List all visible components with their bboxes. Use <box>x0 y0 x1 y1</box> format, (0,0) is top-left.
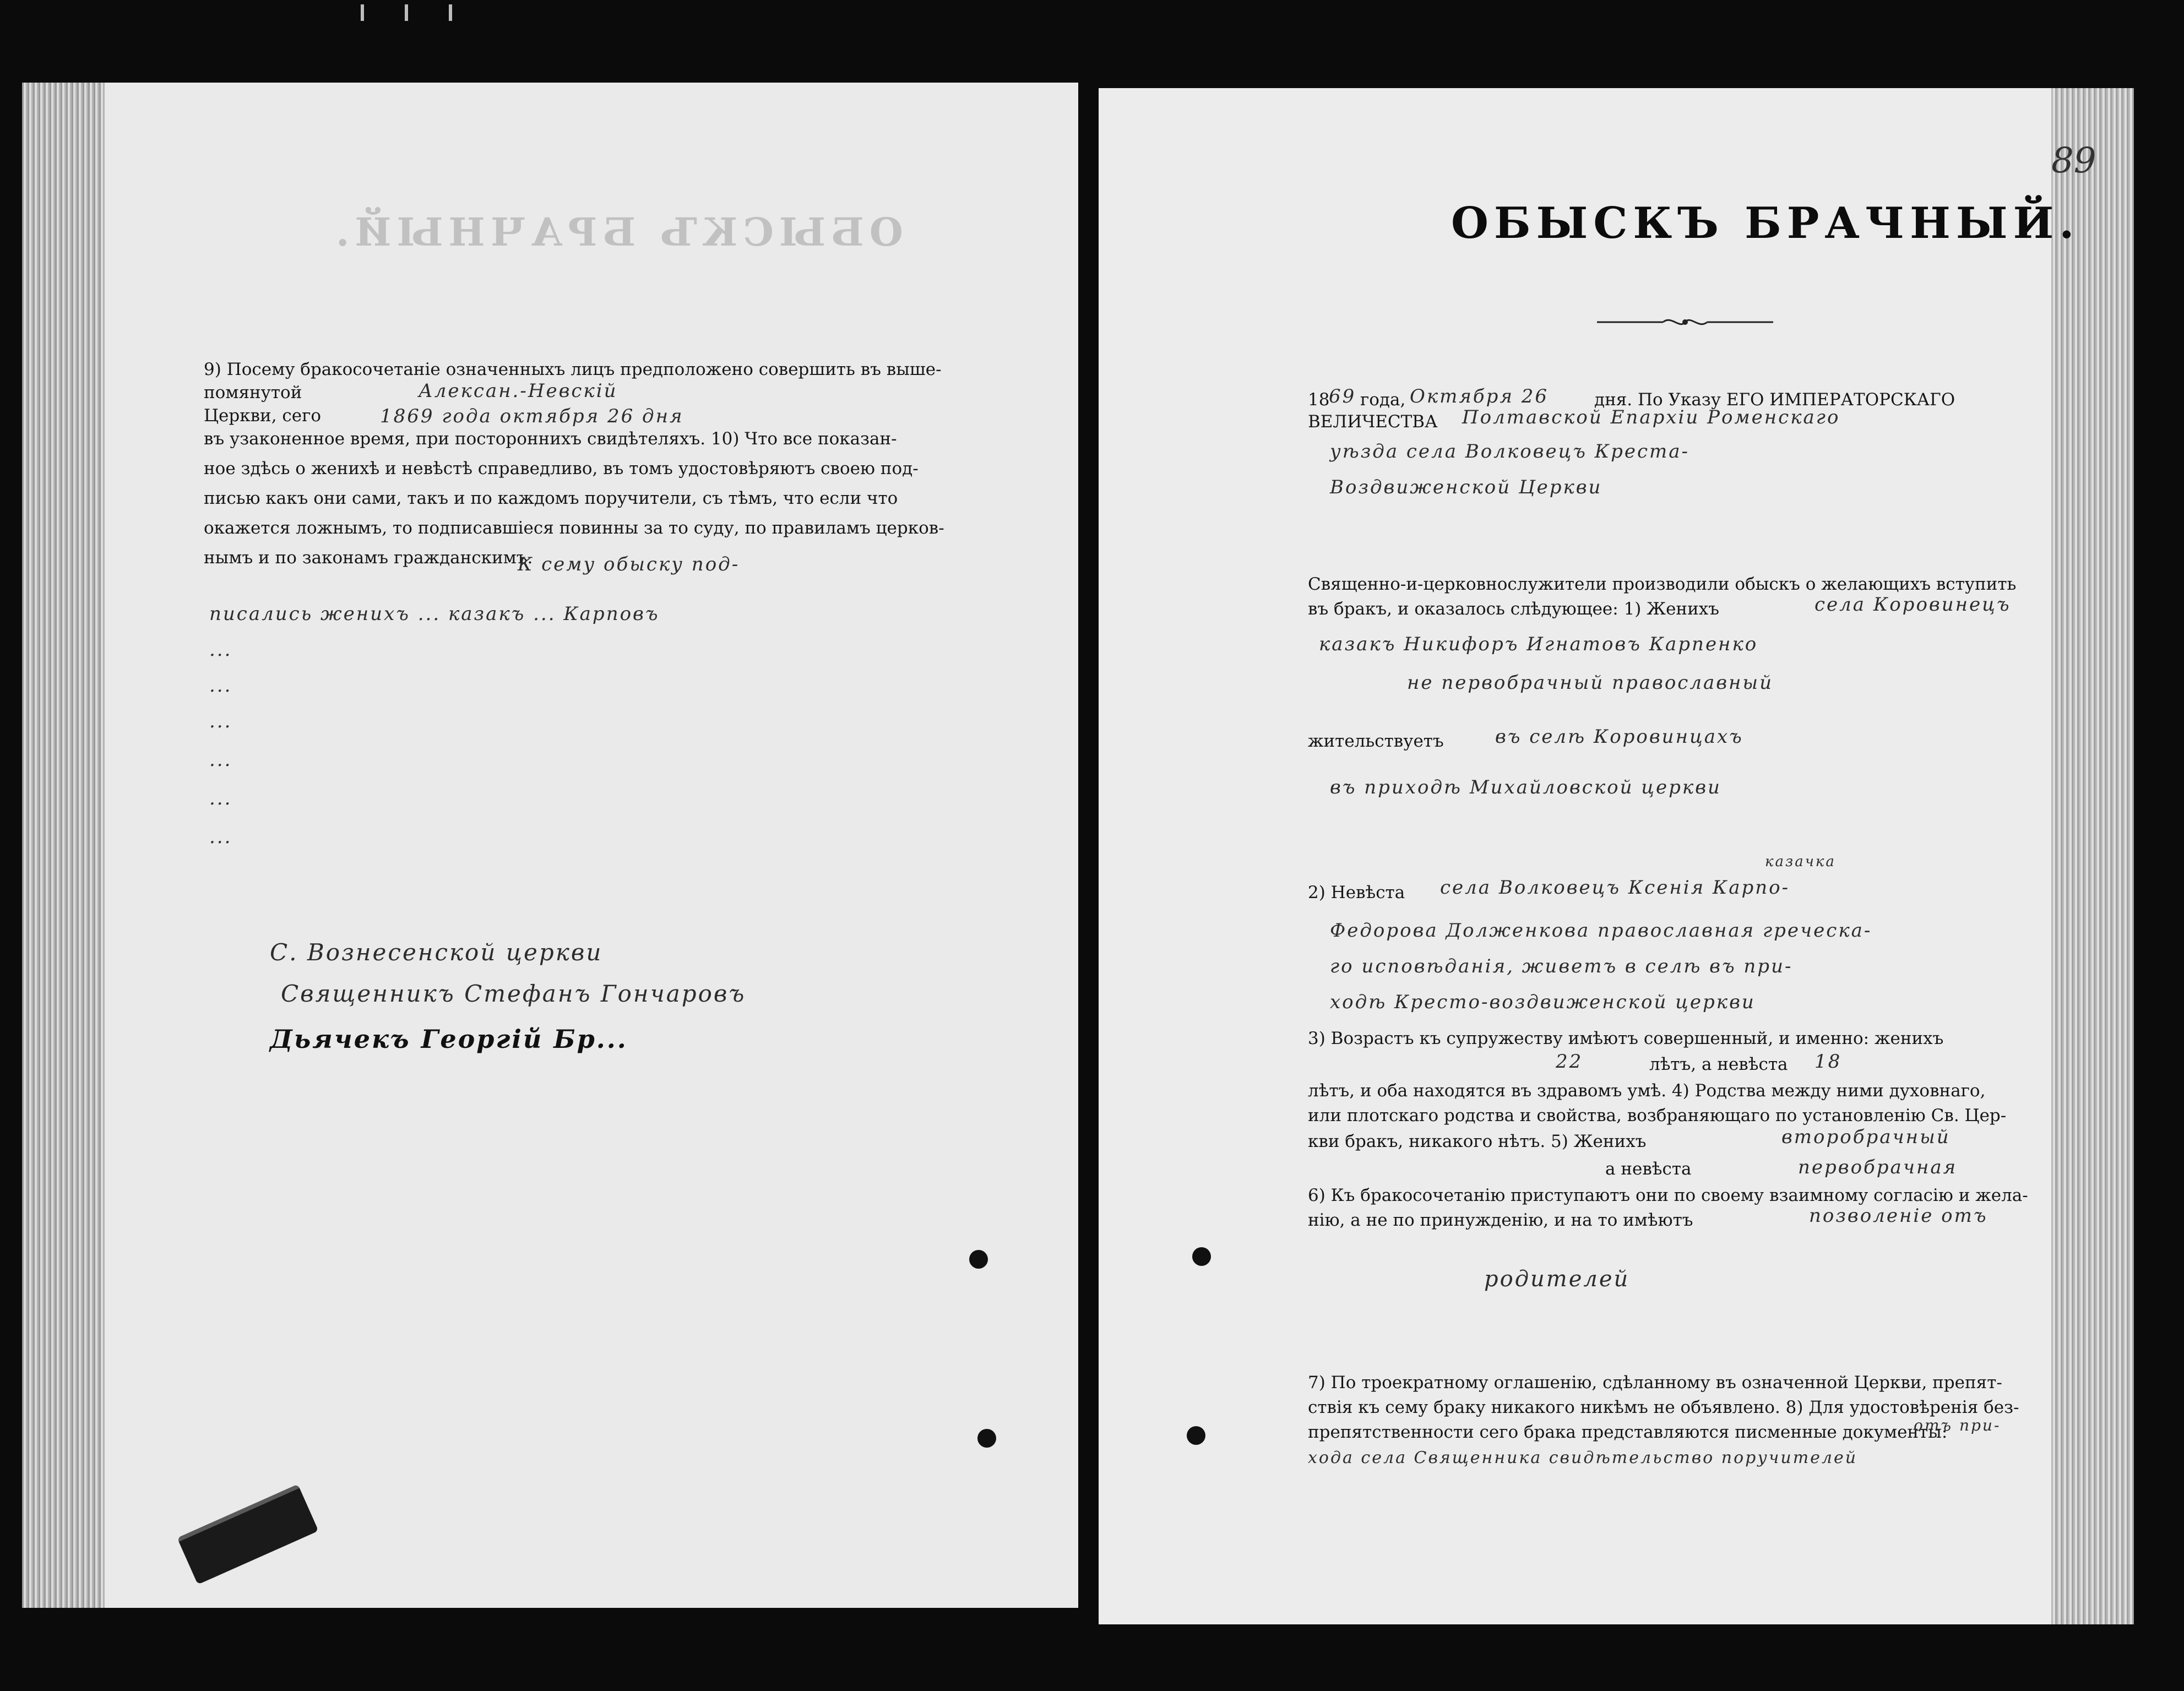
ornament-divider <box>1597 314 1773 330</box>
bleed-through-title: ОБЫСКЪ БРАЧНЫЙ. <box>330 209 903 255</box>
binding-hole <box>1187 1426 1205 1445</box>
printed-line: писью какъ они сами, такъ и по каждомъ поручители, съ тѣмъ, что если что <box>204 488 898 508</box>
handwriting: села Волковецъ Ксенія Карпо- <box>1440 877 1790 899</box>
handwriting: ... <box>209 675 232 697</box>
handwriting: 22 <box>1556 1051 1583 1073</box>
printed-line: въ бракъ, и оказалось слѣдующее: 1) Женихъ <box>1308 599 1719 619</box>
printed-line: ное здѣсь о женихѣ и невѣстѣ справедливо, въ томъ удостовѣряютъ своею под- <box>204 459 919 479</box>
handwriting: казачка <box>1765 853 1836 870</box>
film-mark <box>361 4 364 21</box>
handwriting: 1869 года октября 26 дня <box>380 405 684 427</box>
signature-line: С. Вознесенской церкви <box>270 939 603 966</box>
page-edges <box>2051 88 2134 1624</box>
binding-hole <box>1192 1247 1211 1266</box>
handwriting: К сему обыску под- <box>518 553 740 575</box>
printed-line: въ узаконенное время, при постороннихъ свидѣтеляхъ. 10) Что все показан- <box>204 429 897 449</box>
handwriting: ... <box>209 787 232 809</box>
handwriting: ... <box>209 639 232 661</box>
handwriting: казакъ Никифоръ Игнатовъ Карпенко <box>1319 633 1758 655</box>
handwriting: ходѣ Кресто-воздвиженской церкви <box>1330 991 1756 1013</box>
printed-line: лѣтъ, а невѣста <box>1649 1054 1788 1074</box>
handwriting: въ селѣ Коровинцахъ <box>1495 726 1743 748</box>
printed-line: а невѣста <box>1605 1159 1692 1179</box>
year-handwritten: 69 <box>1329 385 1356 407</box>
handwriting: ... <box>209 826 232 848</box>
handwriting: родителей <box>1484 1266 1630 1292</box>
printed-line: кви бракъ, никакого нѣтъ. 5) Женихъ <box>1308 1132 1647 1151</box>
page-title: ОБЫСКЪ БРАЧНЫЙ. <box>1451 198 2080 248</box>
printed-line: лѣтъ, и оба находятся въ здравомъ умѣ. 4) Родства между ними духовнаго, <box>1308 1081 1986 1101</box>
film-mark <box>405 4 408 21</box>
handwriting: не первобрачный православный <box>1407 672 1774 694</box>
right-page <box>1099 88 2134 1624</box>
printed-line: нію, а не по принужденію, и на то имѣютъ <box>1308 1210 1693 1230</box>
printed-line: 3) Возрастъ къ супружеству имѣютъ совершенный, и именно: женихъ <box>1308 1029 1944 1048</box>
binding-hole <box>969 1250 988 1269</box>
handwriting: отъ при- <box>1914 1416 2001 1434</box>
handwriting: го исповѣданія, живетъ в селѣ въ при- <box>1330 955 1793 977</box>
year-prefix: 18 <box>1308 390 1330 410</box>
handwriting: 18 <box>1814 1051 1842 1073</box>
handwriting: Федорова Долженкова православная греческа- <box>1330 920 1872 942</box>
page-number: 89 <box>2051 140 2096 181</box>
printed-line: ствія къ сему браку никакого никѣмъ не объявлено. 8) Для удостовѣренія без- <box>1308 1398 2019 1417</box>
handwriting: Алексан.-Невскій <box>419 380 618 402</box>
handwriting: Воздвиженской Церкви <box>1330 476 1602 498</box>
signature-line: Дьячекъ Георгій Бр... <box>270 1024 628 1054</box>
handwriting: первобрачная <box>1798 1156 1958 1178</box>
printed-line: препятственности сего брака представляются писменные документы: <box>1308 1422 1948 1442</box>
printed-line: Священно-и-церковнослужители производили обыскъ о желающихъ вступить <box>1308 574 2017 594</box>
handwriting: хода села Священника свидѣтельство поручителей <box>1308 1448 1858 1467</box>
handwriting: села Коровинецъ <box>1814 594 2011 616</box>
printed-line: помянутой <box>204 383 302 403</box>
handwriting: ... <box>209 710 232 732</box>
printed-line: нымъ и по законамъ гражданскимъ. <box>204 548 533 568</box>
handwriting: второбрачный <box>1781 1126 1951 1148</box>
printed-line: Церкви, сего <box>204 406 322 426</box>
printed-line: жительствуетъ <box>1308 731 1444 751</box>
signature-line: Священникъ Стефанъ Гончаровъ <box>281 980 746 1007</box>
printed-line: окажется ложнымъ, то подписавшіеся повинны за то суду, по правиламъ церков- <box>204 518 944 538</box>
printed-line: 6) Къ бракосочетанію приступаютъ они по своему взаимному согласію и жела- <box>1308 1186 2028 1205</box>
handwriting: писались женихъ ... казакъ ... Карповъ <box>209 603 660 625</box>
printed-line: ВЕЛИЧЕСТВА <box>1308 412 1438 432</box>
printed-line: дня. По Указу ЕГО ИМПЕРАТОРСКАГО <box>1594 390 1955 410</box>
handwriting: въ приходѣ Михайловской церкви <box>1330 776 1721 798</box>
left-page <box>22 83 1078 1608</box>
printed-line: или плотскаго родства и свойства, возбраняющаго по установленію Св. Цер- <box>1308 1106 2007 1125</box>
binding-hole <box>977 1429 996 1448</box>
printed-line: 9) Посему бракосочетаніе означенныхъ лицъ предположено совершить въ выше- <box>204 360 942 379</box>
printed-line: 2) Невѣста <box>1308 883 1405 902</box>
date-handwritten: Октября 26 <box>1410 385 1549 407</box>
handwriting: позволеніе отъ <box>1809 1205 1988 1227</box>
handwriting: уѣзда села Волковецъ Креста- <box>1330 441 1690 463</box>
page-edges <box>22 83 105 1608</box>
printed-line: года, <box>1360 390 1406 410</box>
film-mark <box>449 4 452 21</box>
handwriting: ... <box>209 749 232 771</box>
handwriting: Полтавской Епархіи Роменскаго <box>1462 406 1840 428</box>
printed-line: 7) По троекратному оглашенію, сдѣланному въ означенной Церкви, препят- <box>1308 1373 2002 1393</box>
